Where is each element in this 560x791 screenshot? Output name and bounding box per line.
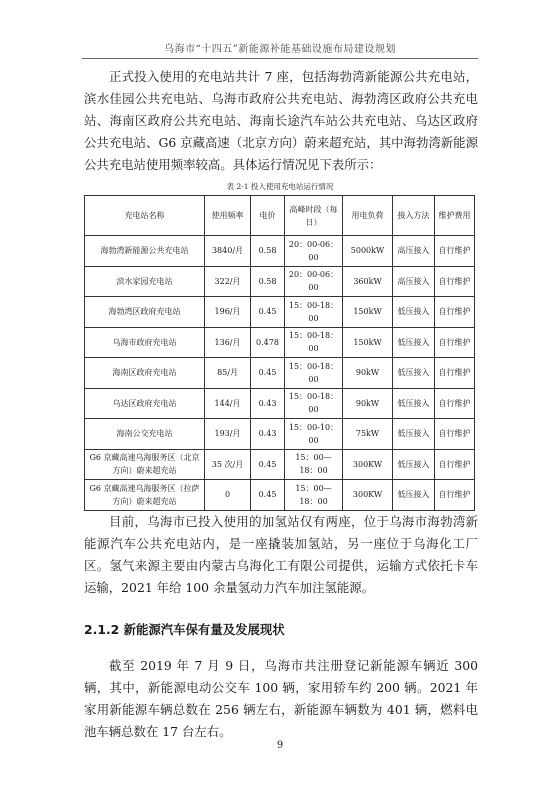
col-header-load: 用电负荷 bbox=[343, 196, 393, 236]
cell-load: 5000kW bbox=[343, 236, 393, 267]
cell-peak: 15：00-10：00 bbox=[285, 419, 343, 450]
cell-name: G6 京藏高速乌海服务区（北京方向）蔚来超充站 bbox=[85, 449, 205, 480]
cell-frequency: 322/月 bbox=[205, 266, 251, 297]
section-heading: 2.1.2 新能源汽车保有量及发展现状 bbox=[84, 622, 285, 637]
table-header bbox=[85, 196, 475, 236]
cell-peak: 20：00-06：00 bbox=[285, 236, 343, 267]
cell-access: 低压接入 bbox=[393, 449, 435, 480]
cell-access: 低压接入 bbox=[393, 419, 435, 450]
cell-load: 150kW bbox=[343, 297, 393, 328]
cell-access: 低压接入 bbox=[393, 480, 435, 511]
table-row bbox=[85, 480, 475, 511]
col-header-name: 充电站名称 bbox=[85, 196, 205, 236]
cell-name: 海勃湾区政府充电站 bbox=[85, 297, 205, 328]
paragraph-charging-stations: 正式投入使用的充电站共计 7 座，包括海勃湾新能源公共充电站，滨水佳园公共充电站、乌海市政府公共充电站、海勃湾区政府公共充电站、海南区政府公共充电站、海南长途汽车站公共充电站、乌达区政府公共充电站、G6 京藏高速（北京方向）蔚来超充站，其中海勃湾新能源公共充电站使用频率较高。具体运行情况见下表所示： bbox=[84, 69, 478, 172]
table-row bbox=[85, 327, 475, 358]
cell-price: 0.58 bbox=[251, 266, 285, 297]
cell-load: 90kW bbox=[343, 388, 393, 419]
cell-peak: 15：00-18：00 bbox=[285, 327, 343, 358]
table-row bbox=[85, 236, 475, 267]
cell-load: 360kW bbox=[343, 266, 393, 297]
cell-name: G6 京藏高速乌海服务区（拉萨方向）蔚来超充站 bbox=[85, 480, 205, 511]
cell-access: 高压接入 bbox=[393, 266, 435, 297]
paragraph-vehicle-ownership: 截至 2019 年 7 月 9 日，乌海市共注册登记新能源车辆近 300 辆，其中，新能源电动公交车 100 辆，家用轿车约 200 辆。2021 年家用新能源车辆总数在 256 辆左右，新能源车辆数为 401 辆，燃料电池车辆总数在 17 台左右。 bbox=[84, 658, 478, 739]
table-row bbox=[85, 266, 475, 297]
cell-peak: 15：00-18：00 bbox=[285, 297, 343, 328]
cell-load: 75kW bbox=[343, 419, 393, 450]
cell-price: 0.478 bbox=[251, 327, 285, 358]
cell-price: 0.58 bbox=[251, 236, 285, 267]
cell-peak: 15：00-18：00 bbox=[285, 358, 343, 389]
cell-price: 0.43 bbox=[251, 388, 285, 419]
cell-name: 海南公交充电站 bbox=[85, 419, 205, 450]
cell-frequency: 136/月 bbox=[205, 327, 251, 358]
cell-name: 滨水家园充电站 bbox=[85, 266, 205, 297]
col-header-peak: 高峰时段（每日） bbox=[285, 196, 343, 236]
cell-maintenance: 自行维护 bbox=[435, 297, 475, 328]
col-header-price: 电价 bbox=[251, 196, 285, 236]
cell-maintenance: 自行维护 bbox=[435, 358, 475, 389]
cell-access: 高压接入 bbox=[393, 236, 435, 267]
table-header-row bbox=[85, 196, 475, 236]
cell-name: 乌海市政府充电站 bbox=[85, 327, 205, 358]
cell-load: 300KW bbox=[343, 480, 393, 511]
cell-maintenance: 自行维护 bbox=[435, 419, 475, 450]
cell-name: 海勃湾新能源公共充电站 bbox=[85, 236, 205, 267]
table-body bbox=[85, 236, 475, 511]
cell-maintenance: 自行维护 bbox=[435, 327, 475, 358]
cell-load: 90kW bbox=[343, 358, 393, 389]
cell-maintenance: 自行维护 bbox=[435, 266, 475, 297]
col-header-frequency: 使用频率 bbox=[205, 196, 251, 236]
cell-peak: 20：00-06：00 bbox=[285, 266, 343, 297]
table-caption: 表 2-1 投入使用充电站运行情况 bbox=[226, 182, 334, 191]
cell-access: 低压接入 bbox=[393, 327, 435, 358]
running-header: 乌海市“十四五”新能源补能基础设施布局建设规划 bbox=[82, 40, 478, 59]
page-number: 9 bbox=[276, 740, 284, 751]
cell-price: 0.45 bbox=[251, 297, 285, 328]
cell-price: 0.45 bbox=[251, 480, 285, 511]
cell-name: 乌达区政府充电站 bbox=[85, 388, 205, 419]
col-header-maintenance: 维护费用 bbox=[435, 196, 475, 236]
cell-load: 300KW bbox=[343, 449, 393, 480]
cell-access: 低压接入 bbox=[393, 358, 435, 389]
cell-price: 0.43 bbox=[251, 419, 285, 450]
cell-peak: 15：00—18：00 bbox=[285, 449, 343, 480]
cell-maintenance: 自行维护 bbox=[435, 449, 475, 480]
cell-peak: 15：00-18：00 bbox=[285, 388, 343, 419]
col-header-access: 接入方法 bbox=[393, 196, 435, 236]
cell-frequency: 35 次/月 bbox=[205, 449, 251, 480]
charging-station-table bbox=[84, 195, 475, 511]
cell-maintenance: 自行维护 bbox=[435, 388, 475, 419]
cell-frequency: 196/月 bbox=[205, 297, 251, 328]
cell-access: 低压接入 bbox=[393, 388, 435, 419]
table-row bbox=[85, 358, 475, 389]
table-row bbox=[85, 449, 475, 480]
table-row bbox=[85, 297, 475, 328]
cell-name: 海南区政府充电站 bbox=[85, 358, 205, 389]
cell-frequency: 0 bbox=[205, 480, 251, 511]
cell-frequency: 3840/月 bbox=[205, 236, 251, 267]
cell-frequency: 193/月 bbox=[205, 419, 251, 450]
cell-frequency: 85/月 bbox=[205, 358, 251, 389]
table-row bbox=[85, 419, 475, 450]
cell-peak: 15：00—18：00 bbox=[285, 480, 343, 511]
cell-price: 0.45 bbox=[251, 449, 285, 480]
cell-frequency: 144/月 bbox=[205, 388, 251, 419]
cell-load: 150kW bbox=[343, 327, 393, 358]
cell-price: 0.45 bbox=[251, 358, 285, 389]
cell-maintenance: 自行维护 bbox=[435, 480, 475, 511]
cell-access: 低压接入 bbox=[393, 297, 435, 328]
paragraph-hydrogen-stations: 目前，乌海市已投入使用的加氢站仅有两座，位于乌海市海勃湾新能源汽车公共充电站内，是一座撬装加氢站，另一座位于乌海化工厂区。氢气来源主要由内蒙古乌海化工有限公司提供，运输方式依托卡车运输，2021 年给 100 余量氢动力汽车加注氢能源。 bbox=[84, 514, 478, 595]
cell-maintenance: 自行维护 bbox=[435, 236, 475, 267]
table-row bbox=[85, 388, 475, 419]
